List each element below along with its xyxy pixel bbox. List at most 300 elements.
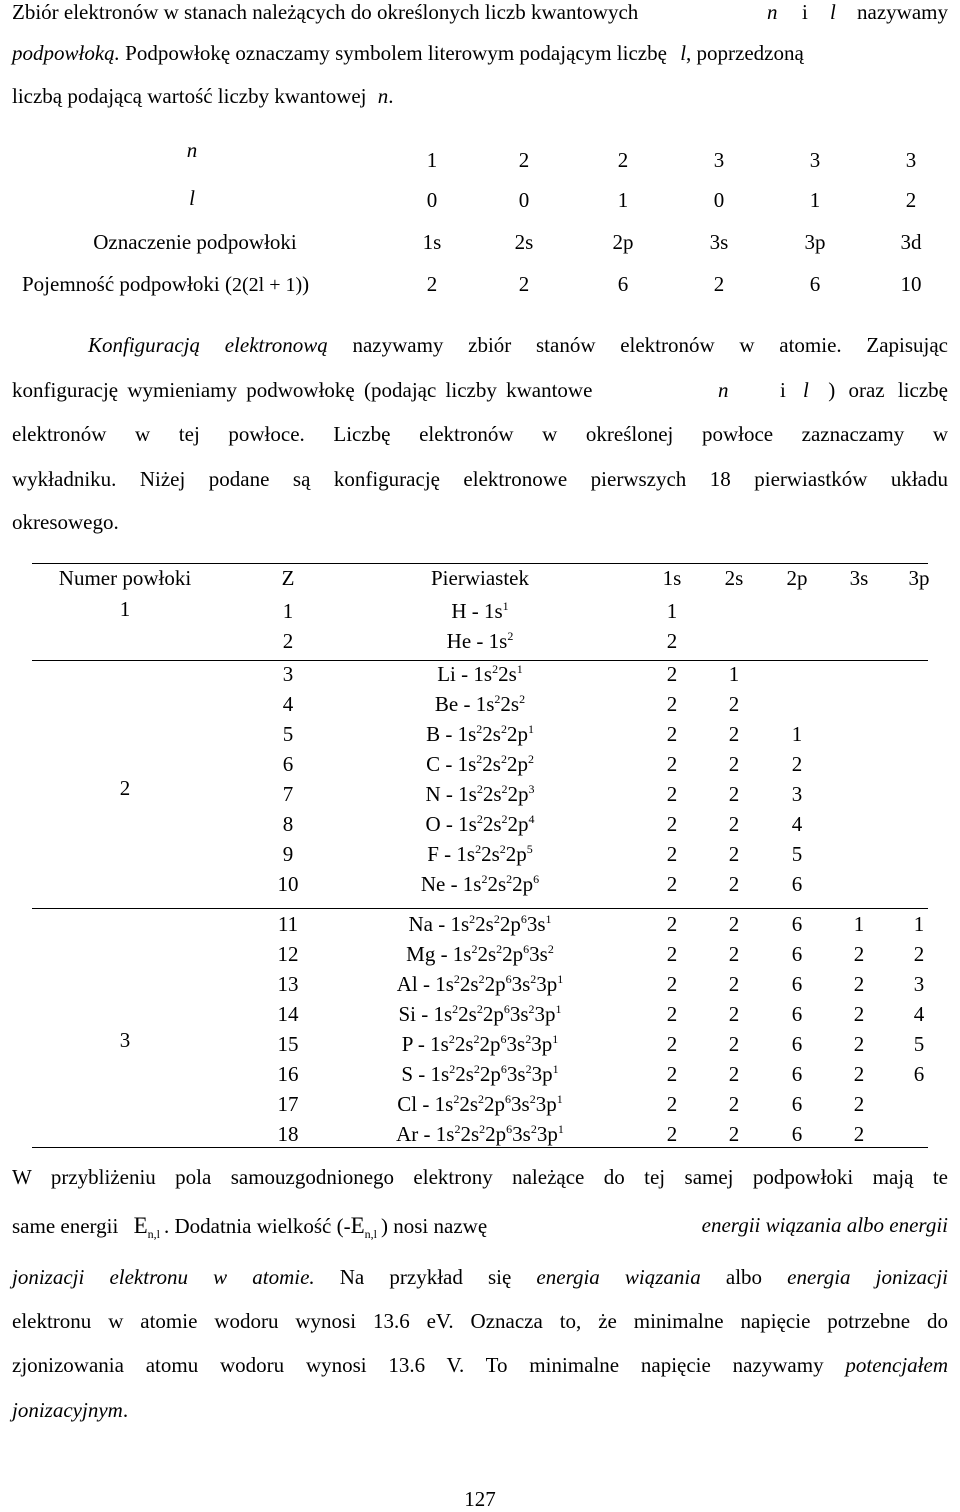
cell-occupancy: 2: [853, 972, 865, 996]
label-text: Pojemność podpowłoki (: [22, 272, 232, 296]
config-base: 2s: [477, 942, 497, 966]
config-exponent: 6: [505, 972, 512, 986]
cell: 10: [900, 272, 922, 296]
cell-occupancy: 2: [728, 722, 740, 746]
cell-element-config: [330, 942, 630, 967]
config-exponent: 1: [502, 599, 509, 613]
config-base: 2s: [460, 1122, 480, 1146]
config-exponent: 1: [557, 1122, 564, 1136]
cell-occupancy: 2: [666, 692, 678, 716]
page-number: 127: [464, 1487, 496, 1511]
config-base: 3p: [531, 1062, 553, 1086]
term-energia-wiazania: energia wiązania: [536, 1265, 701, 1289]
cell-element-config: [330, 1002, 630, 1027]
cell-occupancy: 2: [853, 942, 865, 966]
cell-occupancy: 2: [728, 1092, 740, 1116]
cell-element-config: [330, 1092, 630, 1117]
intro-dot: .: [388, 84, 394, 108]
cell-element-config: [330, 1122, 630, 1147]
config-exponent: 1: [556, 1092, 563, 1106]
cell-occupancy: 2: [666, 722, 678, 746]
config-exponent: 1: [545, 912, 552, 926]
cell-z: 8: [282, 812, 294, 836]
energy-subscript: n,l: [364, 1227, 378, 1242]
config-exponent: 2: [493, 912, 500, 926]
config-base: B - 1s: [426, 722, 477, 746]
para-text: elektronu w atomie wodoru wynosi 13.6 eV. Oznacza to, że minimalne napięcie potrzebne do: [12, 1309, 948, 1333]
cell-element-config: [330, 782, 630, 807]
cell: 6: [809, 272, 821, 296]
cell-element-config: [330, 692, 630, 717]
cell-element-config: [330, 752, 630, 777]
cell: 2: [905, 188, 917, 212]
config-exponent: 2: [473, 1062, 480, 1076]
cell-z: 12: [277, 942, 299, 966]
header-1s: 1s: [662, 566, 682, 590]
config-exponent: 6: [506, 1122, 513, 1136]
cell-z: 17: [277, 1092, 299, 1116]
config-base: 3p: [535, 1092, 557, 1116]
config-exponent: 1: [557, 972, 564, 986]
config-base: 2s: [481, 842, 500, 866]
config-exponent: 2: [449, 1062, 456, 1076]
config-base: 2s: [482, 752, 501, 776]
config-base: 2p: [506, 722, 528, 746]
config-exponent: 2: [547, 942, 554, 956]
para-text: ) oraz liczbę: [828, 378, 948, 402]
config-base: Be - 1s: [434, 692, 495, 716]
cell-element-config: [330, 662, 630, 687]
config-base: 2s: [455, 1062, 474, 1086]
cell-occupancy: 2: [666, 629, 678, 653]
config-exponent: 1: [516, 662, 523, 676]
config-exponent: 2: [469, 912, 476, 926]
config-exponent: 2: [473, 1032, 480, 1046]
config-exponent: 1: [527, 722, 534, 736]
cell-element-config: [330, 912, 630, 937]
config-base: 2p: [512, 872, 534, 896]
config-base: 2s: [482, 722, 501, 746]
config-base: 3s: [529, 942, 548, 966]
table-rule: [32, 908, 928, 909]
cell: 2: [518, 148, 530, 172]
term-jonizacyjny: jonizacyjnym: [12, 1398, 123, 1422]
term-jonizacja: jonizacji elektronu w atomie.: [12, 1265, 315, 1289]
config-base: 3s: [506, 1032, 526, 1056]
para3-line-3: [12, 1265, 948, 1290]
intro-text: liczbą podającą wartość liczby kwantowej: [12, 84, 367, 108]
para3-line-1: [12, 1165, 948, 1190]
cell-occupancy: 2: [728, 912, 740, 936]
config-exponent: 2: [478, 972, 485, 986]
config-exponent: 2: [529, 1092, 536, 1106]
cell-occupancy: 2: [728, 942, 740, 966]
cell-occupancy: 2: [666, 1062, 678, 1086]
cell-occupancy: 2: [853, 1032, 865, 1056]
para-text: Na przykład się: [339, 1265, 512, 1289]
shell-number: 3: [119, 1028, 131, 1052]
cell-occupancy: 1: [853, 912, 865, 936]
config-base: Ne - 1s: [420, 872, 482, 896]
cell-occupancy: 5: [791, 842, 803, 866]
cell-occupancy: 2: [666, 942, 678, 966]
para-text: elektronów w tej powłoce. Liczbę elektronów w określonej powłoce zaznaczamy w: [12, 422, 948, 446]
para-text: okresowego.: [12, 510, 119, 534]
cell-element-config: [330, 842, 630, 867]
config-exponent: 6: [500, 1062, 507, 1076]
config-exponent: 5: [526, 842, 533, 856]
cell-occupancy: 6: [791, 872, 803, 896]
cell: 2: [518, 272, 530, 296]
row-label-l: l: [189, 186, 195, 210]
config-base: 2p: [479, 1032, 501, 1056]
config-exponent: 2: [476, 752, 483, 766]
symbol-l: l: [803, 378, 809, 402]
config-base: 2s: [500, 692, 520, 716]
cell-occupancy: 2: [728, 972, 740, 996]
intro-text: , poprzedzoną: [686, 41, 804, 65]
cell-z: 15: [277, 1032, 299, 1056]
cell-z: 6: [282, 752, 294, 776]
cell-occupancy: 2: [728, 1062, 740, 1086]
cell-z: 18: [277, 1122, 299, 1146]
config-exponent: 2: [507, 629, 514, 643]
config-exponent: 2: [492, 662, 499, 676]
config-exponent: 2: [476, 722, 483, 736]
cell-occupancy: 6: [791, 972, 803, 996]
cell-z: 14: [277, 1002, 299, 1026]
config-exponent: 3: [528, 782, 535, 796]
config-base: C - 1s: [426, 752, 477, 776]
symbol-l: l: [680, 41, 687, 65]
config-base: H - 1s: [451, 599, 503, 623]
config-exponent: 2: [530, 1122, 537, 1136]
cell-occupancy: 2: [853, 1122, 865, 1146]
header-pierwiastek: Pierwiastek: [431, 566, 529, 590]
config-base: 2p: [485, 1122, 507, 1146]
para3-line-5: [12, 1353, 948, 1378]
row-label-n: n: [186, 138, 198, 162]
config-base: 3p: [536, 1122, 558, 1146]
symbol-n: n: [767, 0, 778, 24]
energy-symbol: E: [133, 1213, 148, 1238]
config-base: Al - 1s: [396, 972, 454, 996]
cell-occupancy: 1: [913, 912, 925, 936]
cell-element-config: [330, 1062, 630, 1087]
cell-occupancy: 2: [666, 752, 678, 776]
config-exponent: 2: [479, 1122, 486, 1136]
config-base: 3s: [511, 1092, 530, 1116]
cell: 1s: [422, 230, 442, 254]
config-base: F - 1s: [427, 842, 476, 866]
config-exponent: 2: [452, 1002, 459, 1016]
config-base: 2p: [505, 842, 527, 866]
config-exponent: 6: [523, 942, 530, 956]
config-exponent: 2: [496, 942, 503, 956]
cell-occupancy: 6: [791, 1122, 803, 1146]
header-2p: 2p: [786, 566, 808, 590]
cell-occupancy: 2: [666, 912, 678, 936]
cell-element-config: [330, 812, 630, 837]
para3-line-4: [12, 1309, 948, 1334]
config-base: S - 1s: [401, 1062, 450, 1086]
config-exponent: 2: [454, 1122, 461, 1136]
term-podpowloka: podpowłoką.: [12, 41, 120, 65]
config-exponent: 2: [476, 1002, 483, 1016]
cell-occupancy: 2: [728, 812, 740, 836]
config-base: 3p: [534, 1002, 556, 1026]
config-exponent: 2: [453, 1092, 460, 1106]
config-base: 2s: [482, 782, 502, 806]
cell-occupancy: 2: [728, 1122, 740, 1146]
config-base: Ar - 1s: [396, 1122, 455, 1146]
config-base: 2s: [475, 912, 494, 936]
cell-occupancy: 4: [791, 812, 803, 836]
config-exponent: 2: [475, 842, 482, 856]
config-exponent: 2: [500, 722, 507, 736]
config-exponent: 2: [525, 1062, 532, 1076]
para-text: wykładniku. Niżej podane są konfigurację elektronowe pierwszych 18 pierwiastków układu: [12, 467, 948, 491]
config-base: 2p: [482, 1002, 504, 1026]
config-base: 2p: [484, 1092, 505, 1116]
config-exponent: 6: [503, 1002, 510, 1016]
cell-occupancy: 2: [666, 1002, 678, 1026]
cell: 3: [905, 148, 917, 172]
cell: 2: [426, 272, 438, 296]
config-base: 2s: [482, 812, 502, 836]
config-base: 3p: [531, 1032, 553, 1056]
config-exponent: 6: [505, 1092, 511, 1106]
config-base: 2p: [479, 1062, 501, 1086]
config-base: 2p: [507, 812, 529, 836]
cell: 3s: [709, 230, 729, 254]
para-text: albo: [725, 1265, 763, 1289]
cell: 2: [713, 272, 725, 296]
cell-occupancy: 4: [913, 1002, 925, 1026]
cell-occupancy: 3: [913, 972, 925, 996]
cell: 1: [617, 188, 629, 212]
para3-line-6: [12, 1398, 948, 1423]
config-exponent: 2: [476, 812, 483, 826]
cell-occupancy: 6: [791, 1002, 803, 1026]
cell-z: 2: [282, 629, 294, 653]
cell-z: 1: [282, 599, 294, 623]
para-text: zjonizowania atomu wodoru wynosi 13.6 V. To minimalne napięcie nazywamy: [12, 1353, 824, 1377]
term-potencjal: potencjałem: [845, 1353, 949, 1377]
cell-occupancy: 2: [728, 1002, 740, 1026]
para-text: konfigurację wymieniamy podwowłokę (podając liczby kwantowe: [12, 378, 593, 402]
symbol-n: n: [377, 84, 389, 108]
table-rule: [32, 1147, 928, 1148]
config-base: 2p: [506, 752, 528, 776]
config-exponent: 2: [525, 1032, 532, 1046]
cell-occupancy: 2: [666, 1092, 678, 1116]
cell-occupancy: 2: [666, 812, 678, 836]
config-exponent: 2: [519, 692, 526, 706]
cell-occupancy: 6: [791, 1032, 803, 1056]
config-base: N - 1s: [425, 782, 477, 806]
cell-occupancy: 2: [853, 1002, 865, 1026]
cell-element-config: [330, 599, 630, 624]
cell: 3: [809, 148, 821, 172]
cell: 3: [713, 148, 725, 172]
cell-element-config: [330, 972, 630, 997]
cell: 0: [426, 188, 438, 212]
config-base: 2s: [454, 1032, 474, 1056]
config-exponent: 4: [528, 812, 535, 826]
cell-occupancy: 2: [853, 1092, 865, 1116]
cell-occupancy: 2: [666, 972, 678, 996]
cell-occupancy: 6: [791, 942, 803, 966]
config-exponent: 6: [533, 872, 540, 886]
cell-occupancy: 6: [791, 1062, 803, 1086]
cell-occupancy: 1: [666, 599, 678, 623]
cell-occupancy: 2: [913, 942, 925, 966]
cell-occupancy: 2: [728, 842, 740, 866]
config-base: Cl - 1s: [397, 1092, 454, 1116]
config-base: 3p: [536, 972, 558, 996]
config-base: 2p: [507, 782, 529, 806]
config-exponent: 2: [499, 842, 506, 856]
cell-occupancy: 2: [791, 752, 803, 776]
cell-z: 5: [282, 722, 294, 746]
energy-symbol: E: [350, 1213, 365, 1238]
config-exponent: 2: [501, 812, 508, 826]
cell: 0: [518, 188, 530, 212]
cell: 2s: [514, 230, 534, 254]
label-text: ): [302, 272, 310, 296]
row-label-oznaczenie: Oznaczenie podpowłoki: [93, 230, 297, 254]
config-base: Si - 1s: [398, 1002, 453, 1026]
cell-occupancy: 1: [791, 722, 803, 746]
cell-occupancy: 6: [913, 1062, 925, 1086]
conj-i: i: [802, 0, 808, 24]
table-rule: [32, 660, 928, 661]
config-base: 3s: [506, 1062, 526, 1086]
config-exponent: 6: [520, 912, 527, 926]
cell-z: 11: [277, 912, 299, 936]
header-2s: 2s: [724, 566, 744, 590]
cell-z: 3: [282, 662, 294, 686]
config-base: Mg - 1s: [406, 942, 472, 966]
cell: 2: [617, 148, 629, 172]
conj-i: i: [780, 378, 786, 402]
term-energia-jonizacji: energia jonizacji: [787, 1265, 948, 1289]
cell-occupancy: 2: [728, 782, 740, 806]
cell-z: 16: [277, 1062, 299, 1086]
config-exponent: 2: [448, 1032, 455, 1046]
config-base: 3s: [509, 1002, 529, 1026]
cell-occupancy: 2: [666, 1032, 678, 1056]
cell: 0: [713, 188, 725, 212]
cell-element-config: [330, 722, 630, 747]
config-exponent: 1: [552, 1032, 559, 1046]
intro-text: Zbiór elektronów w stanach należących do określonych liczb kwantowych: [12, 0, 639, 24]
capacity-formula: 2(2l + 1): [232, 274, 303, 296]
config-base: 2s: [498, 662, 517, 686]
header-3p: 3p: [908, 566, 930, 590]
config-base: 3s: [511, 972, 531, 996]
config-exponent: 2: [530, 972, 537, 986]
para-text: W przybliżeniu pola samouzgodnionego elektrony należące do tej samej podpowłoki mają te: [12, 1165, 948, 1189]
config-base: Na - 1s: [408, 912, 470, 936]
term-energia-wiazania: energii wiązania albo energii: [701, 1213, 948, 1237]
cell: 6: [617, 272, 629, 296]
cell-z: 4: [282, 692, 294, 716]
config-base: 2s: [459, 1092, 478, 1116]
config-exponent: 2: [500, 752, 507, 766]
para-text: ) nosi nazwę: [381, 1214, 488, 1238]
para-text: .: [122, 1398, 129, 1422]
config-base: 3s: [526, 912, 546, 936]
config-exponent: 2: [481, 872, 488, 886]
symbol-l: l: [830, 0, 836, 24]
cell: 3p: [804, 230, 826, 254]
config-base: 2p: [499, 912, 521, 936]
cell-z: 13: [277, 972, 299, 996]
symbol-n: n: [718, 378, 729, 402]
config-base: 2s: [487, 872, 507, 896]
cell: 1: [426, 148, 438, 172]
cell-occupancy: 3: [791, 782, 803, 806]
config-exponent: 2: [494, 692, 501, 706]
config-base: 2p: [502, 942, 524, 966]
config-exponent: 1: [555, 1002, 562, 1016]
header-3s: 3s: [849, 566, 869, 590]
config-base: 3s: [512, 1122, 531, 1146]
header-numer-powloki: Numer powłoki: [58, 566, 192, 590]
cell: 1: [809, 188, 821, 212]
config-exponent: 2: [528, 1002, 535, 1016]
config-exponent: 2: [471, 942, 478, 956]
para-text: nazywamy zbiór stanów elektronów w atomie. Zapisując: [352, 333, 948, 357]
config-exponent: 2: [527, 752, 534, 766]
cell-occupancy: 2: [666, 782, 678, 806]
cell-occupancy: 2: [666, 662, 678, 686]
cell-occupancy: 6: [791, 912, 803, 936]
config-base: He - 1s: [446, 629, 508, 653]
term-konfiguracja: Konfiguracją elektronową: [88, 333, 328, 357]
cell-element-config: [330, 1032, 630, 1057]
config-base: 2s: [458, 1002, 477, 1026]
intro-text: Podpowłokę oznaczamy symbolem literowym podającym liczbę: [125, 41, 667, 65]
cell-element-config: [330, 629, 630, 654]
config-exponent: 2: [501, 782, 508, 796]
header-z: Z: [281, 566, 295, 590]
cell-occupancy: 2: [728, 1032, 740, 1056]
cell-z: 10: [277, 872, 299, 896]
intro-text-end: nazywamy: [857, 0, 948, 24]
cell-occupancy: 2: [728, 752, 740, 776]
config-base: 2p: [484, 972, 506, 996]
config-base: O - 1s: [425, 812, 477, 836]
cell-occupancy: 5: [913, 1032, 925, 1056]
cell: 2p: [612, 230, 634, 254]
para-text: . Dodatnia wielkość (-: [163, 1214, 351, 1238]
config-base: 2s: [459, 972, 479, 996]
shell-number: 2: [119, 776, 131, 800]
config-exponent: 2: [478, 1092, 484, 1106]
cell-occupancy: 2: [666, 842, 678, 866]
config-exponent: 2: [453, 972, 460, 986]
config-exponent: 6: [500, 1032, 507, 1046]
cell-occupancy: 2: [728, 872, 740, 896]
cell-occupancy: 2: [853, 1062, 865, 1086]
energy-subscript: n,l: [147, 1227, 160, 1242]
cell-z: 9: [282, 842, 294, 866]
cell-occupancy: 2: [666, 1122, 678, 1146]
cell: 3d: [900, 230, 922, 254]
